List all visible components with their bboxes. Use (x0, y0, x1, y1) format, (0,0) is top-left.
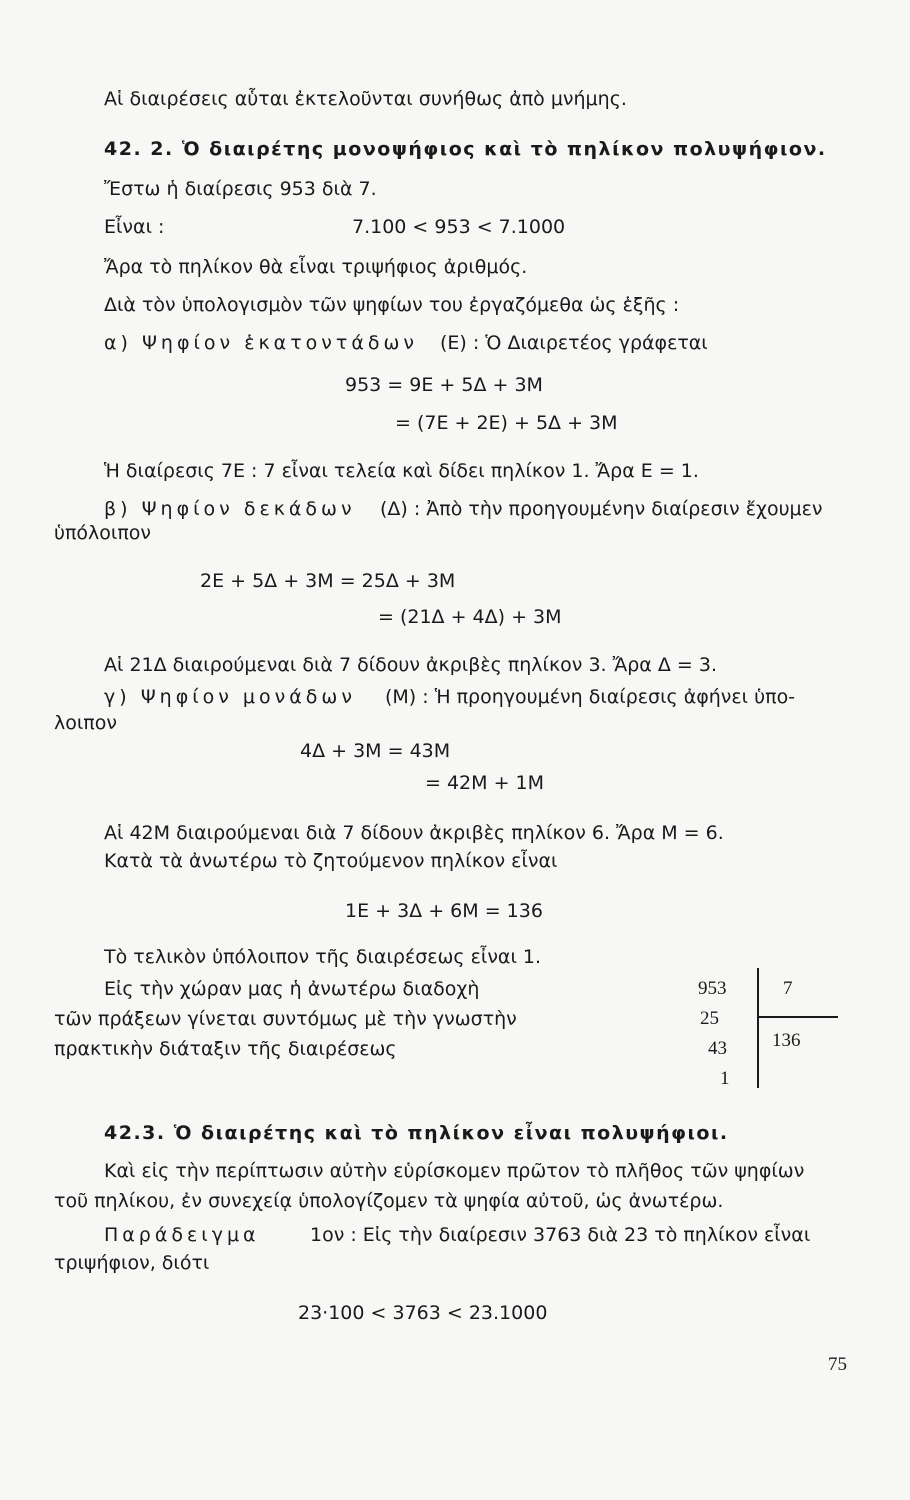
section-heading-42-2: 42. 2. Ὁ διαιρέτης μονοψήφιος καὶ τὸ πηλίκον πολυψήφιον. (104, 138, 827, 160)
equation: = (21Δ + 4Δ) + 3Μ (378, 606, 562, 628)
equation: 4Δ + 3Μ = 43Μ (300, 740, 451, 762)
inequality: 23·100 < 3763 < 23.1000 (298, 1302, 548, 1324)
text-line: Καὶ εἰς τὴν περίπτωσιν αὐτὴν εὑρίσκομεν πρῶτον τὸ πλῆθος τῶν ψηφίων (104, 1160, 805, 1182)
equation: 2Ε + 5Δ + 3Μ = 25Δ + 3Μ (200, 570, 456, 592)
spaced-label: γ) Ψηφίον μονάδων (104, 686, 356, 708)
division-step: 43 (708, 1038, 727, 1059)
text-line: τριψήφιον, διότι (54, 1252, 210, 1274)
text-line: (Μ) : Ἡ προηγουμένη διαίρεσις ἀφήνει ὑπο- (385, 686, 796, 708)
page-number: 75 (828, 1354, 847, 1375)
text-line: 1ον : Εἰς τὴν διαίρεσιν 3763 διὰ 23 τὸ πηλίκον εἶναι (310, 1224, 811, 1246)
division-quotient: 136 (772, 1030, 801, 1051)
division-bracket-vertical (757, 968, 759, 1088)
equation: = 42Μ + 1Μ (425, 772, 545, 794)
equation: = (7Ε + 2Ε) + 5Δ + 3Μ (395, 412, 618, 434)
inequality: 7.100 < 953 < 7.1000 (352, 216, 566, 238)
text-line: Τὸ τελικὸν ὑπόλοιπον τῆς διαιρέσεως εἶναι 1. (104, 946, 542, 968)
equation: 1Ε + 3Δ + 6Μ = 136 (345, 900, 543, 922)
text-line: (Δ) : Ἀπὸ τὴν προηγουμένην διαίρεσιν ἔχουμεν (380, 498, 823, 520)
text-line: Ἔστω ἡ διαίρεσις 953 διὰ 7. (104, 178, 377, 200)
division-remainder: 1 (720, 1068, 730, 1089)
text-line: Αἱ 21Δ διαιρούμεναι διὰ 7 δίδουν ἀκριβὲς πηλίκον 3. Ἄρα Δ = 3. (104, 654, 717, 676)
division-bracket-horizontal (758, 1016, 838, 1018)
division-step: 25 (700, 1008, 719, 1029)
text-line: Ἡ διαίρεσις 7Ε : 7 εἶναι τελεία καὶ δίδει πηλίκον 1. Ἄρα Ε = 1. (104, 460, 699, 482)
text-line: Αἱ διαιρέσεις αὗται ἐκτελοῦνται συνήθως ἀπὸ μνήμης. (104, 88, 627, 110)
spaced-label: β) Ψηφίον δεκάδων (104, 498, 356, 520)
equation: 953 = 9Ε + 5Δ + 3Μ (345, 374, 543, 396)
text-line: τῶν πράξεων γίνεται συντόμως μὲ τὴν γνωστὴν (54, 1008, 517, 1030)
text-line: Εἶναι : (104, 216, 165, 238)
section-heading-42-3: 42.3. Ὁ διαιρέτης καὶ τὸ πηλίκον εἶναι πολυψήφιοι. (104, 1122, 729, 1144)
text-line: Κατὰ τὰ ἀνωτέρω τὸ ζητούμενον πηλίκον εἶναι (104, 850, 558, 872)
text-line: Εἰς τὴν χώραν μας ἡ ἀνωτέρω διαδοχὴ (104, 978, 480, 1000)
division-dividend: 953 (698, 978, 727, 999)
text-line: πρακτικὴν διάταξιν τῆς διαιρέσεως (54, 1038, 397, 1060)
text-line: Αἱ 42Μ διαιρούμεναι διὰ 7 δίδουν ἀκριβὲς πηλίκον 6. Ἄρα Μ = 6. (104, 822, 724, 844)
spaced-label: Παράδειγμα (104, 1224, 260, 1246)
text-line: Διὰ τὸν ὑπολογισμὸν τῶν ψηφίων του ἐργαζόμεθα ὡς ἑξῆς : (104, 294, 680, 316)
text-line: Ἄρα τὸ πηλίκον θὰ εἶναι τριψήφιος ἀριθμός. (104, 256, 528, 278)
text-line: ὑπόλοιπον (54, 522, 152, 544)
text-line: τοῦ πηλίκου, ἐν συνεχείᾳ ὑπολογίζομεν τὰ ψηφία αὐτοῦ, ὡς ἀνωτέρω. (54, 1190, 724, 1212)
text-line: (Ε) : Ὁ Διαιρετέος γράφεται (440, 332, 708, 354)
division-divisor: 7 (783, 978, 793, 999)
spaced-label: α) Ψηφίον ἑκατοντάδων (104, 332, 418, 354)
text-line: λοιπον (54, 712, 117, 734)
